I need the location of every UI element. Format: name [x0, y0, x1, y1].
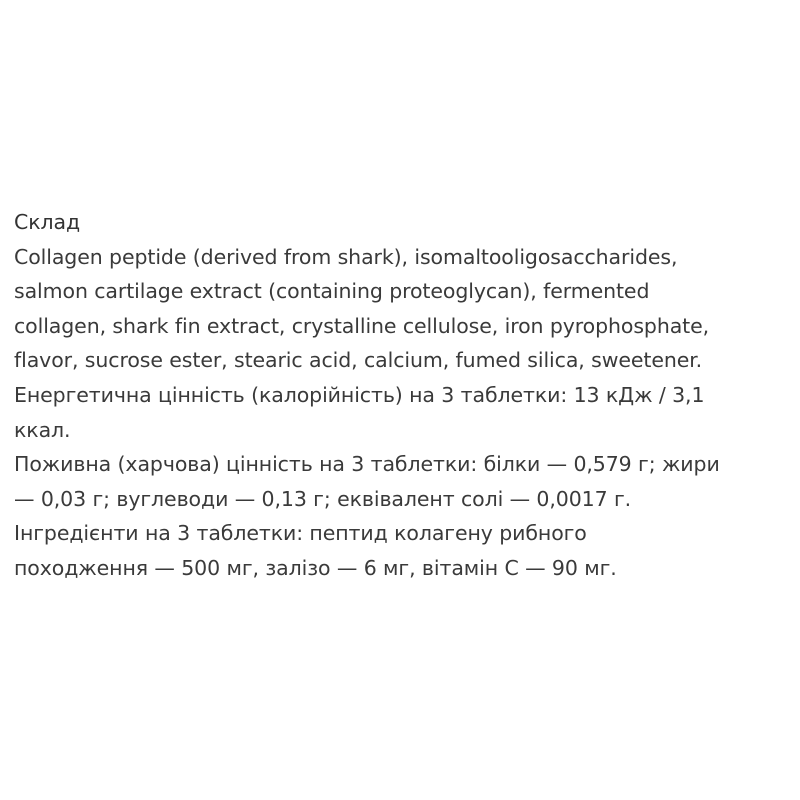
text-line-active-ingredients-1: Інгредієнти на 3 таблетки: пептид колагену рибного — [14, 521, 587, 546]
text-line-energy-value-1: Енергетична цінність (калорійність) на 3 таблетки: 13 кДж / 3,1 — [14, 382, 705, 407]
text-line-active-ingredients-2: походження — 500 мг, залізо — 6 мг, вітамін C — 90 мг. — [14, 555, 617, 580]
text-line-ingredients-2: salmon cartilage extract (containing proteoglycan), fermented — [14, 279, 650, 304]
text-line-nutrition-2: — 0,03 г; вуглеводи — 0,13 г; еквівалент солі — 0,0017 г. — [14, 486, 632, 511]
text-line-ingredients-1: Collagen peptide (derived from shark), isomaltooligosaccharides, — [14, 244, 678, 269]
text-line-nutrition-1: Поживна (харчова) цінність на 3 таблетки: білки — 0,579 г; жири — [14, 452, 720, 477]
composition-text-block — [14, 205, 794, 586]
text-line-ingredients-3: collagen, shark fin extract, crystalline cellulose, iron pyrophosphate, — [14, 313, 710, 338]
composition-heading: Склад — [14, 210, 81, 234]
text-line-energy-value-2: ккал. — [14, 417, 71, 442]
text-line-ingredients-4: flavor, sucrose ester, stearic acid, calcium, fumed silica, sweetener. — [14, 348, 703, 373]
